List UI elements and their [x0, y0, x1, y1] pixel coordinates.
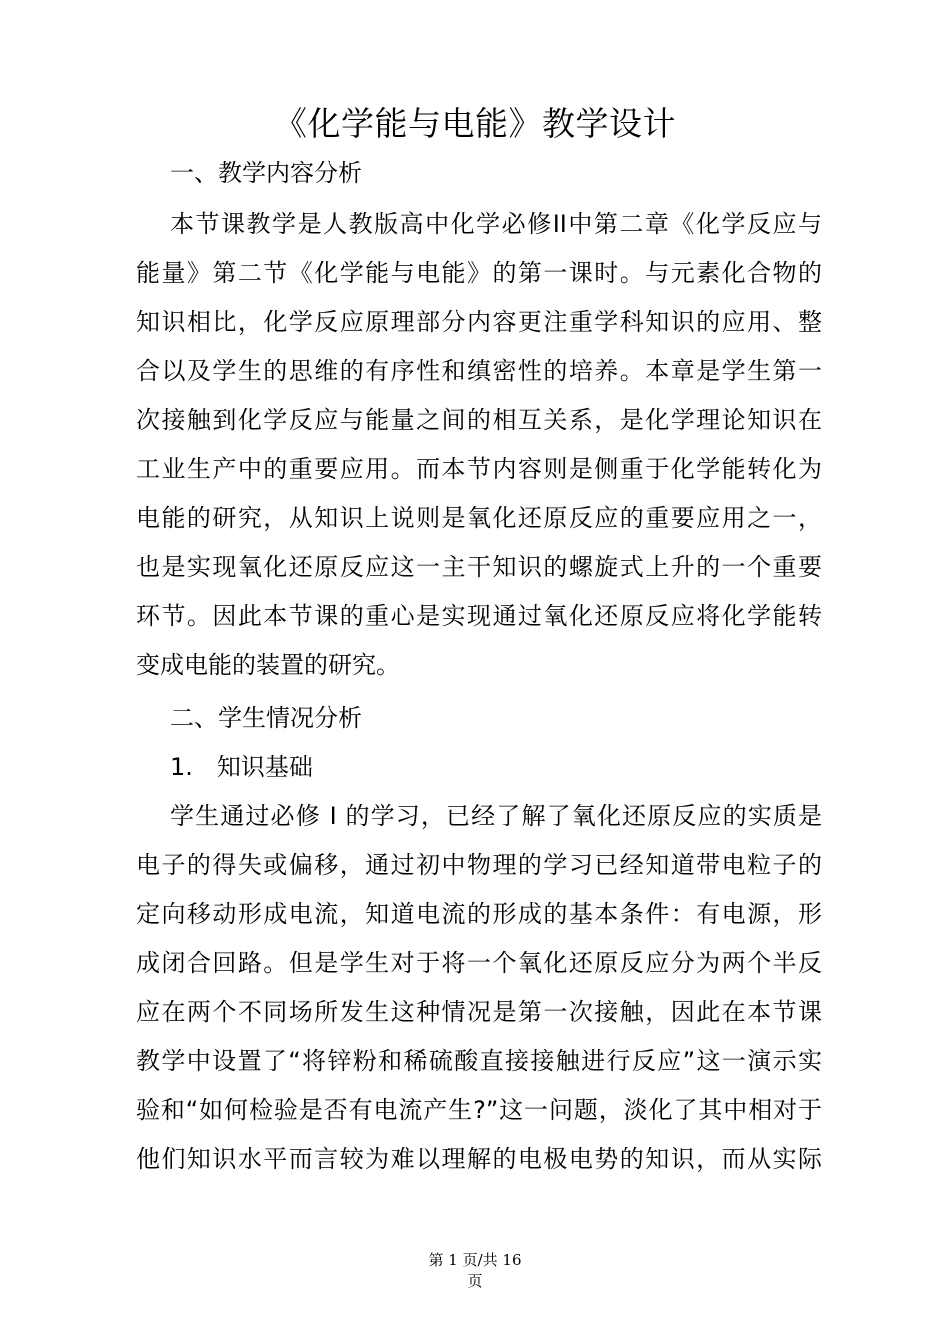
paragraph-line: 知识相比，化学反应原理部分内容更注重学科知识的应用、整	[136, 308, 822, 336]
paragraph-line: 电能的研究，从知识上说则是氧化还原反应的重要应用之一，	[136, 504, 822, 532]
section-heading-student-analysis: 二、学生情况分析	[170, 704, 362, 732]
paragraph-line: 变成电能的装置的研究。	[136, 651, 400, 679]
paragraph-line: 学生通过必修 I 的学习，已经了解了氧化还原反应的实质是	[170, 802, 822, 830]
paragraph-content-analysis	[136, 200, 822, 690]
paragraph-line: 定向移动形成电流，知道电流的形成的基本条件：有电源，形	[136, 900, 822, 928]
document-title: 《化学能与电能》教学设计	[274, 104, 676, 143]
section-heading-content-analysis: 一、教学内容分析	[170, 159, 362, 187]
paragraph-line: 他们知识水平而言较为难以理解的电极电势的知识，而从实际	[136, 1145, 822, 1173]
paragraph-line: 本节课教学是人教版高中化学必修II中第二章《化学反应与	[170, 210, 822, 238]
page-number-continued: 页	[467, 1272, 483, 1290]
page-footer	[0, 1250, 950, 1292]
paragraph-line: 成闭合回路。但是学生对于将一个氧化还原反应分为两个半反	[136, 949, 822, 977]
paragraph-line: 工业生产中的重要应用。而本节内容则是侧重于化学能转化为	[136, 455, 822, 483]
paragraph-line: 应在两个不同场所发生这种情况是第一次接触，因此在本节课	[136, 998, 822, 1026]
subsection-heading-knowledge-base: 1. 知识基础	[170, 753, 313, 781]
paragraph-line: 环节。因此本节课的重心是实现通过氧化还原反应将化学能转	[136, 602, 822, 630]
paragraph-line: 次接触到化学反应与能量之间的相互关系，是化学理论知识在	[136, 406, 822, 434]
paragraph-student-analysis	[136, 792, 822, 1184]
paragraph-line: 验和“如何检验是否有电流产生?”这一问题，淡化了其中相对于	[136, 1096, 822, 1124]
paragraph-line: 能量》第二节《化学能与电能》的第一课时。与元素化合物的	[136, 259, 822, 287]
paragraph-line: 合以及学生的思维的有序性和缜密性的培养。本章是学生第一	[136, 357, 822, 385]
paragraph-line: 教学中设置了“将锌粉和稀硫酸直接接触进行反应”这一演示实	[136, 1047, 822, 1075]
page-number: 第 1 页/共 16	[428, 1251, 522, 1269]
paragraph-line: 也是实现氧化还原反应这一主干知识的螺旋式上升的一个重要	[136, 553, 822, 581]
paragraph-line: 电子的得失或偏移，通过初中物理的学习已经知道带电粒子的	[136, 851, 822, 879]
